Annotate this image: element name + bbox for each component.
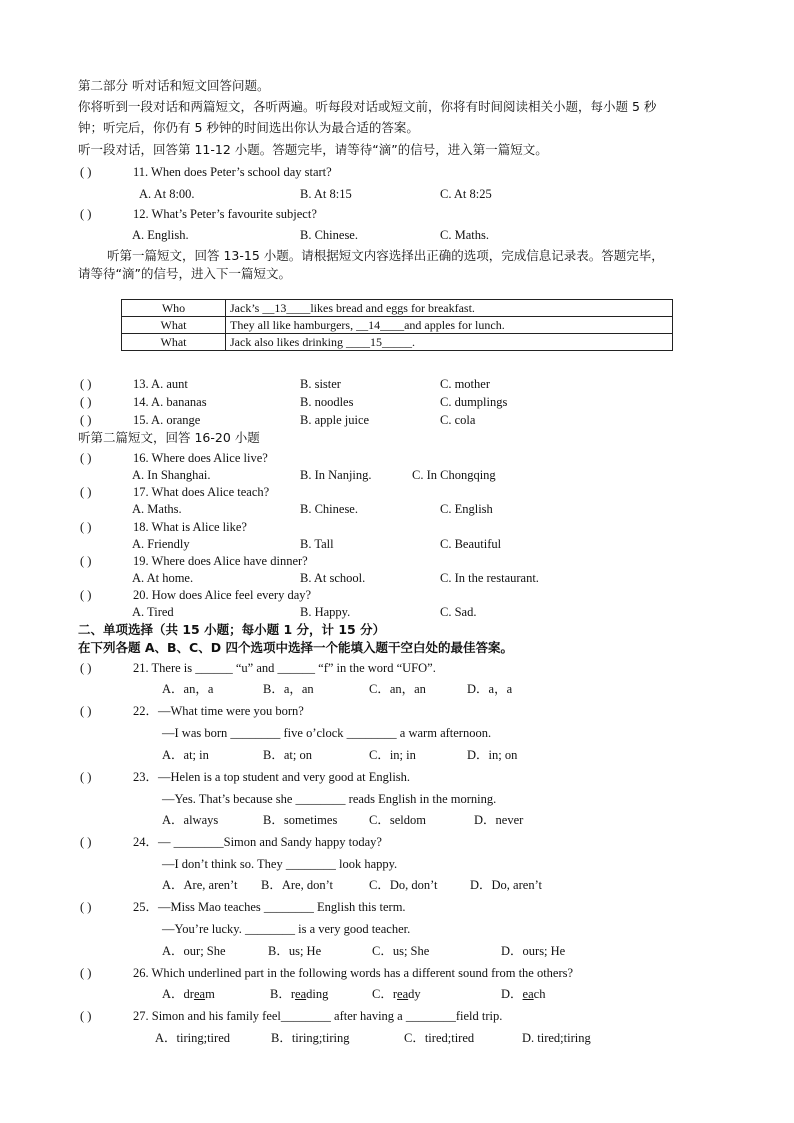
answer-blank[interactable]: ( )	[80, 900, 92, 914]
answer-blank[interactable]: ( )	[80, 554, 92, 568]
option-c[interactable]: C．an，an	[369, 682, 426, 696]
option-a[interactable]: A. At home.	[132, 571, 194, 585]
option-c[interactable]: C. English	[440, 502, 493, 516]
underlined-part: ea	[397, 987, 409, 1001]
table-row	[122, 317, 673, 334]
option-d[interactable]: D．in; on	[467, 748, 518, 762]
answer-blank[interactable]: ( )	[80, 207, 92, 221]
answer-blank[interactable]: ( )	[80, 520, 92, 534]
answer-blank[interactable]: ( )	[80, 413, 92, 427]
answer-blank[interactable]: ( )	[80, 966, 92, 980]
option-b[interactable]: B．us; He	[268, 944, 322, 958]
option-b[interactable]: B. In Nanjing.	[300, 468, 372, 482]
option-b[interactable]: B. apple juice	[300, 413, 370, 427]
option-b[interactable]: B．a，an	[263, 682, 314, 696]
question-14-stem[interactable]: 14. A. bananas	[133, 395, 207, 409]
option-d-suffix: ch	[533, 987, 546, 1001]
question-25-line-2: —You’re lucky. ________ is a very good teacher.	[162, 922, 411, 936]
question-21-stem: 21. There is ______ “u” and ______ “f” in the word “UFO”.	[133, 661, 436, 675]
table-key: What	[122, 334, 226, 351]
option-b[interactable]: B. Happy.	[300, 605, 351, 619]
option-a[interactable]	[162, 986, 215, 1002]
answer-blank[interactable]: ( )	[80, 1009, 92, 1023]
answer-blank[interactable]: ( )	[80, 377, 92, 391]
option-c[interactable]: C. Maths.	[440, 228, 489, 242]
table-key: Who	[122, 300, 226, 317]
answer-blank[interactable]: ( )	[80, 485, 92, 499]
info-record-table	[121, 299, 673, 351]
option-b[interactable]: B. Chinese.	[300, 502, 358, 516]
option-b-suffix: ding	[306, 987, 329, 1001]
answer-blank[interactable]: ( )	[80, 661, 92, 675]
option-d[interactable]: D．Do, aren’t	[470, 878, 542, 892]
option-b[interactable]: B．at; on	[263, 748, 312, 762]
dialog-intro: 听一段对话，回答第 11-12 小题。答题完毕，请等待“滴”的信号，进入第一篇短文。	[78, 142, 548, 157]
answer-blank[interactable]: ( )	[80, 451, 92, 465]
option-c[interactable]: C. cola	[440, 413, 476, 427]
answer-blank[interactable]: ( )	[80, 395, 92, 409]
table-value: Jack also likes drinking ____15_____.	[226, 334, 673, 351]
section-title: 第二部分 听对话和短文回答问题。	[78, 78, 270, 93]
answer-blank[interactable]: ( )	[80, 835, 92, 849]
question-15-stem[interactable]: 15. A. orange	[133, 413, 201, 427]
option-b[interactable]: B. Tall	[300, 537, 334, 551]
question-19-stem: 19. Where does Alice have dinner?	[133, 554, 308, 568]
option-c[interactable]	[372, 986, 421, 1002]
option-b-prefix: B．r	[270, 987, 296, 1001]
question-25-stem: 25．—Miss Mao teaches ________ English this term.	[133, 900, 406, 914]
option-d[interactable]: D．a，a	[467, 682, 513, 696]
option-c[interactable]: C．in; in	[369, 748, 416, 762]
instructions-line-2: 钟；听完后，你仍有 5 秒钟的时间选出你认为最合适的答案。	[78, 120, 419, 135]
table-value: They all like hamburgers, __14____and apples for lunch.	[226, 317, 673, 334]
answer-blank[interactable]: ( )	[80, 770, 92, 784]
table-row	[122, 300, 673, 317]
question-24-line-2: —I don’t think so. They ________ look happy.	[162, 857, 398, 871]
question-16-stem: 16. Where does Alice live?	[133, 451, 268, 465]
question-26-stem: 26. Which underlined part in the following words has a different sound from the others?	[133, 966, 574, 980]
option-b[interactable]: B. noodles	[300, 395, 354, 409]
option-a[interactable]: A. In Shanghai.	[132, 468, 211, 482]
option-a[interactable]: A. At 8:00.	[139, 187, 195, 201]
option-c-prefix: C．r	[372, 987, 398, 1001]
question-27-stem: 27. Simon and his family feel________ after having a ________field trip.	[133, 1009, 503, 1023]
underlined-part: ea	[193, 987, 206, 1001]
option-b[interactable]: B. Chinese.	[300, 228, 358, 242]
question-24-stem: 24．— ________Simon and Sandy happy today?	[133, 835, 382, 849]
option-a[interactable]: A. Tired	[132, 605, 174, 619]
option-a-suffix: m	[205, 987, 215, 1001]
option-d-prefix: D．	[501, 987, 523, 1001]
answer-blank[interactable]: ( )	[80, 704, 92, 718]
option-c[interactable]: C．seldom	[369, 813, 426, 827]
question-23-line-2: —Yes. That’s because she ________ reads English in the morning.	[162, 792, 497, 806]
question-12-stem: 12. What’s Peter’s favourite subject?	[133, 207, 317, 221]
option-a[interactable]: A. English.	[132, 228, 189, 242]
option-c[interactable]: C．Do, don’t	[369, 878, 438, 892]
table-key: What	[122, 317, 226, 334]
question-11-stem: 11. When does Peter’s school day start?	[133, 165, 332, 179]
option-c[interactable]: C. Sad.	[440, 605, 477, 619]
option-c[interactable]: C. mother	[440, 377, 490, 391]
option-a[interactable]: A. Maths.	[132, 502, 182, 516]
option-b[interactable]: B. sister	[300, 377, 341, 391]
answer-blank[interactable]: ( )	[80, 588, 92, 602]
question-17-stem: 17. What does Alice teach?	[133, 485, 270, 499]
option-a[interactable]: A．tiring;tired	[155, 1031, 230, 1045]
question-22-line-2: —I was born ________ five o’clock ________ a warm afternoon.	[162, 726, 492, 740]
option-b[interactable]: B. At school.	[300, 571, 366, 585]
option-b[interactable]: B. At 8:15	[300, 187, 352, 201]
option-a[interactable]: A．at; in	[162, 748, 209, 762]
question-13-stem[interactable]: 13. A. aunt	[133, 377, 188, 391]
option-a-prefix: A．dr	[162, 987, 194, 1001]
option-a[interactable]: A．always	[162, 813, 219, 827]
question-20-stem: 20. How does Alice feel every day?	[133, 588, 312, 602]
option-b[interactable]: B．Are, don’t	[261, 878, 333, 892]
option-d[interactable]: D. tired;tiring	[522, 1031, 591, 1045]
option-c[interactable]: C．us; She	[372, 944, 430, 958]
part-2-instructions: 在下列各题 A、B、C、D 四个选项中选择一个能填入题干空白处的最佳答案。	[78, 640, 513, 655]
underlined-part: ea	[295, 987, 307, 1001]
option-c[interactable]: C. At 8:25	[440, 187, 492, 201]
option-a[interactable]: A. Friendly	[132, 537, 190, 551]
option-d[interactable]: D．ours; He	[501, 944, 566, 958]
question-23-stem: 23．—Helen is a top student and very good at English.	[133, 770, 411, 784]
question-22-stem: 22．—What time were you born?	[133, 704, 304, 718]
option-c[interactable]: C. In Chongqing	[412, 468, 496, 482]
underlined-part: ea	[522, 987, 534, 1001]
option-c[interactable]: C. In the restaurant.	[440, 571, 539, 585]
part-2-title: 二、单项选择（共 15 小题；每小题 1 分，计 15 分）	[78, 622, 386, 637]
option-a[interactable]: A．our; She	[162, 944, 226, 958]
option-d[interactable]: D．never	[474, 813, 524, 827]
option-a[interactable]: A．an，a	[162, 682, 214, 696]
instructions-line-1: 你将听到一段对话和两篇短文，各听两遍。听每段对话或短文前，你将有时间阅读相关小题，每小题 5 秒	[78, 99, 657, 114]
option-c[interactable]: C. dumplings	[440, 395, 508, 409]
table-row	[122, 334, 673, 351]
table-value: Jack’s __13____likes bread and eggs for breakfast.	[226, 300, 673, 317]
option-c-suffix: dy	[408, 987, 421, 1001]
option-a[interactable]: A．Are, aren’t	[162, 878, 238, 892]
option-b[interactable]: B．tiring;tiring	[271, 1031, 350, 1045]
passage-1-intro-line-2: 请等待“滴”的信号，进入下一篇短文。	[78, 266, 291, 281]
option-b[interactable]	[270, 986, 328, 1002]
passage-2-intro: 听第二篇短文，回答 16-20 小题	[78, 430, 260, 445]
question-18-stem: 18. What is Alice like?	[133, 520, 247, 534]
answer-blank[interactable]: ( )	[80, 165, 92, 179]
option-c[interactable]: C．tired;tired	[404, 1031, 475, 1045]
option-d[interactable]	[501, 986, 545, 1002]
passage-1-intro-line-1: 听第一篇短文，回答 13-15 小题。请根据短文内容选择出正确的选项，完成信息记录表。答题完毕，	[107, 248, 664, 263]
option-b[interactable]: B．sometimes	[263, 813, 338, 827]
option-c[interactable]: C. Beautiful	[440, 537, 502, 551]
